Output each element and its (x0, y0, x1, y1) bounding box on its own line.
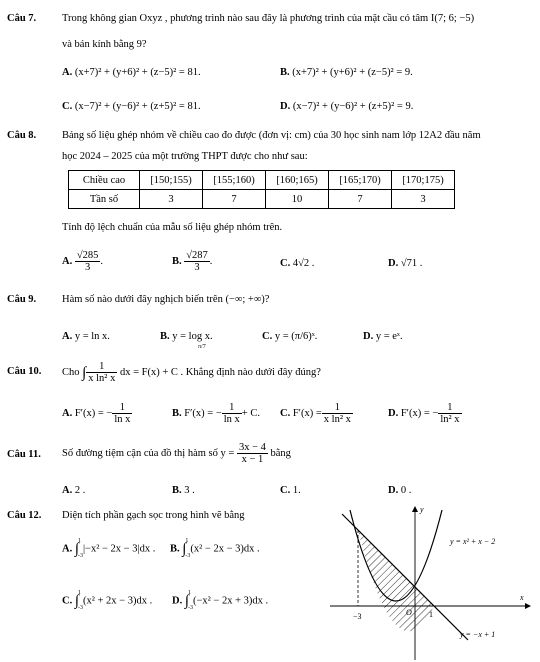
upper-limit: 1 (77, 590, 81, 596)
fraction (222, 402, 242, 425)
table-cell: [155;160) (203, 171, 266, 190)
q7-option-a[interactable] (62, 67, 201, 78)
lower-limit: -3 (77, 553, 83, 559)
option-expr: (x² + 2x − 3)dx . (82, 595, 153, 607)
x-axis-arrow (525, 603, 531, 609)
option-letter: B. (160, 331, 170, 342)
q12-option-d[interactable] (172, 590, 268, 612)
q8-option-c[interactable] (280, 258, 314, 269)
option-letter: C. (280, 258, 291, 269)
q8-option-a[interactable]: A. $\frac{√285}{3}$ . (62, 250, 103, 274)
fraction-numerator: √285 (76, 250, 99, 261)
integral-sign: ∫ (82, 364, 87, 381)
fraction-numerator: 1 (322, 402, 353, 414)
fraction-denominator: x − 1 (241, 454, 264, 466)
fraction-denominator: ln² x (440, 414, 460, 426)
q8-option-b[interactable]: B. $\frac{√287}{3}$ . (172, 250, 213, 274)
q10-option-a[interactable] (62, 402, 132, 425)
q8-label: Câu 8. (7, 130, 37, 141)
table-cell: [170;175) (392, 171, 455, 190)
q10-option-b[interactable] (172, 402, 260, 425)
lower-limit: -3 (185, 553, 191, 559)
option-letter: B. (280, 67, 290, 78)
fraction (112, 402, 132, 425)
q11-option-b[interactable] (172, 485, 195, 496)
option-letter: C. (280, 485, 291, 496)
option-letter: D. (388, 258, 399, 269)
option-letter: B. (172, 255, 182, 267)
q11-text (62, 442, 291, 465)
table-cell: 3 (392, 190, 455, 209)
option-expr: (x−7)² + (y−6)² + (z+5)² = 81. (74, 101, 201, 112)
fraction-denominator: x ln² x (323, 414, 351, 426)
table-row (69, 190, 455, 209)
option-letter: C. (262, 331, 273, 342)
fraction-denominator: x ln² x (88, 373, 116, 385)
option-letter: A. (62, 543, 73, 555)
q11-text-post: bằng (270, 447, 291, 459)
integral-sign: ∫ (74, 541, 79, 558)
table-cell: 10 (266, 190, 329, 209)
option-expr: (x² − 2x − 3)dx . (190, 543, 260, 555)
option-letter: C. (62, 101, 73, 112)
q7-option-c[interactable] (62, 101, 201, 112)
option-letter: D. (280, 101, 291, 112)
fraction-denominator: 3 (194, 262, 200, 274)
y-axis-arrow (412, 506, 418, 512)
q12-option-c[interactable] (62, 590, 152, 612)
option-expr: (x+7)² + (y+6)² + (z−5)² = 9. (292, 67, 413, 78)
fraction (237, 442, 268, 465)
option-letter: A. (62, 67, 73, 78)
option-expr: (x+7)² + (y+6)² + (z−5)² = 81. (74, 67, 201, 78)
option-expr: y = eˣ. (375, 331, 403, 342)
q10-text-post: dx = F(x) + C . Khẳng định nào dưới đây đúng? (119, 366, 321, 378)
fraction (75, 250, 101, 273)
option-letter: D. (388, 407, 399, 419)
q10-option-d[interactable] (388, 402, 462, 425)
lower-limit: -3 (187, 605, 193, 611)
q9-label: Câu 9. (7, 294, 37, 305)
q7-label: Câu 7. (7, 13, 37, 24)
table-row (69, 171, 455, 190)
table-cell: 7 (329, 190, 392, 209)
x-axis-label: x (520, 593, 524, 602)
option-letter: B. (172, 485, 182, 496)
y-axis-label: y (420, 505, 424, 514)
option-expr: |−x² − 2x − 3|dx . (82, 543, 156, 555)
option-letter: D. (363, 331, 374, 342)
q12-text: Diện tích phần gạch sọc trong hình vẽ bằng (62, 510, 245, 521)
option-letter: D. (388, 485, 399, 496)
option-expr: F′(x) = (292, 407, 322, 419)
line-label: y = −x + 1 (460, 630, 496, 639)
table-cell: 3 (140, 190, 203, 209)
q11-option-d[interactable] (388, 485, 411, 496)
fraction (438, 402, 461, 425)
q9-option-d[interactable] (363, 331, 403, 342)
tick-1: 1 (429, 610, 433, 619)
q8-option-d[interactable] (388, 258, 422, 269)
q9-option-a[interactable] (62, 331, 110, 342)
fraction (184, 250, 210, 273)
q8-text-line1: Bảng số liệu ghép nhóm về chiều cao đo được (đơn vị: cm) của 30 học sinh nam lớp 12A2 đầu năm (62, 130, 481, 141)
option-expr: √71 . (400, 258, 423, 269)
table-cell: [160;165) (266, 171, 329, 190)
option-expr: y = log x. (172, 331, 213, 342)
table-cell: [165;170) (329, 171, 392, 190)
fraction-numerator: 1 (86, 361, 117, 373)
option-letter: C. (280, 407, 291, 419)
log-base: π/7 (198, 344, 206, 350)
tick-neg3: −3 (353, 612, 362, 621)
q7-option-b[interactable] (280, 67, 413, 78)
fraction-numerator: 1 (438, 402, 461, 414)
integral-sign: ∫ (182, 541, 187, 558)
option-letter: B. (172, 407, 182, 419)
q8-question: Tính độ lệch chuẩn của mẫu số liệu ghép nhóm trên. (62, 222, 283, 233)
option-expr: 0 . (400, 485, 412, 496)
q9-option-b[interactable] (160, 331, 213, 350)
integral-sign: ∫ (74, 593, 79, 610)
q9-text: Hàm số nào dưới đây nghịch biến trên (−∞; +∞)? (62, 294, 270, 305)
upper-limit: 1 (77, 538, 81, 544)
option-expr: y = ln x. (74, 331, 110, 342)
option-expr: y = (π/6)ˣ. (274, 331, 318, 342)
upper-limit: 1 (185, 538, 189, 544)
integral-sign: ∫ (184, 593, 189, 610)
q12-label: Câu 12. (7, 510, 42, 521)
option-letter: B. (170, 543, 180, 555)
option-expr: F′(x) = − (74, 407, 113, 419)
option-letter: A. (62, 331, 73, 342)
lower-limit: -3 (77, 605, 83, 611)
option-letter: A. (62, 485, 73, 496)
q7-text-line1: Trong không gian Oxyz , phương trình nào sau đây là phương trình của mặt cầu có tâm I(7; 6; −5) (62, 13, 475, 24)
option-letter: D. (172, 595, 183, 607)
option-expr: 1. (292, 485, 301, 496)
option-letter: C. (62, 595, 73, 607)
q9-option-c[interactable] (262, 331, 317, 342)
hatched-region (358, 530, 434, 631)
fraction-numerator: 1 (222, 402, 242, 414)
option-expr: F′(x) = − (184, 407, 222, 419)
option-expr: (x−7)² + (y−6)² + (z+5)² = 9. (292, 101, 414, 112)
option-expr: 2 . (74, 485, 86, 496)
fraction (86, 361, 117, 384)
table-header-cell: Chiều cao (69, 171, 140, 190)
fraction-denominator: ln x (114, 414, 131, 426)
q10-label: Câu 10. (7, 366, 42, 377)
fraction-numerator: 1 (112, 402, 132, 414)
q10-text (62, 361, 321, 384)
upper-limit: 1 (187, 590, 191, 596)
table-cell: 7 (203, 190, 266, 209)
option-expr: 4√2 . (292, 258, 315, 269)
q11-text-pre: Số đường tiệm cận của đồ thị hàm số y = (62, 447, 235, 459)
q8-text-line2: học 2024 – 2025 của một trường THPT được cho như sau: (62, 151, 308, 162)
fraction-denominator: ln x (223, 414, 240, 426)
option-expr: 3 . (184, 485, 195, 496)
option-expr-post: + C. (241, 407, 260, 419)
fraction-numerator: √287 (186, 250, 208, 261)
q7-text-line2: và bán kính bằng 9? (62, 39, 147, 50)
frequency-table (68, 170, 455, 209)
origin-label: O (406, 608, 412, 617)
table-cell: [150;155) (140, 171, 203, 190)
option-expr: (−x² − 2x + 3)dx . (192, 595, 269, 607)
fraction-numerator: 3x − 4 (238, 442, 266, 453)
option-letter: A. (62, 407, 73, 419)
table-header-cell: Tần số (69, 190, 140, 209)
option-expr: F′(x) = − (400, 407, 439, 419)
q12-option-b[interactable] (170, 538, 260, 560)
parabola-label: y = x² + x − 2 (450, 537, 496, 546)
option-letter: A. (62, 255, 73, 267)
q7-option-d[interactable] (280, 101, 413, 112)
area-graph (320, 502, 540, 662)
q12-option-a[interactable] (62, 538, 155, 560)
q10-text-pre: Cho (62, 366, 80, 378)
q11-option-c[interactable] (280, 485, 301, 496)
q10-option-c[interactable] (280, 402, 353, 425)
q11-option-a[interactable] (62, 485, 85, 496)
fraction-denominator: 3 (84, 262, 91, 274)
fraction (322, 402, 353, 425)
q11-label: Câu 11. (7, 449, 41, 460)
